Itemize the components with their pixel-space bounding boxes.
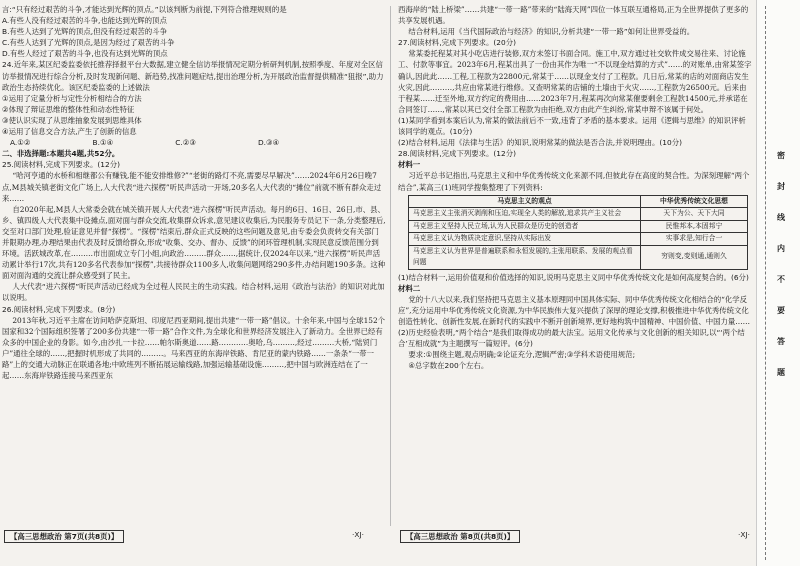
seal-label: 内 (777, 244, 785, 253)
q24-choices (2, 137, 386, 148)
page-7-column (2, 4, 386, 381)
q28-material-1: 习近平总书记指出,马克思主义和中华优秀传统文化来源不同,但彼此存在高度的契合性。为深刻理解“两个结合”,某高三(1)班同学搜集整理了下列资料: (398, 171, 750, 192)
q28-material-2-label: 材料二 (398, 283, 421, 293)
q25-material-2: 自2020年起,M县人大常委会就在城关镇开展人大代表“进六探楞”听民声活动。每月的6日、16日、26日,市、县、乡、镇四级人大代表集中设摊点,面对面与群众交流,收集群众诉求,意见建议收集后,为民服务专员记下一条,分类整理后,交至对口部门处理,验证意见并督“探楞”。“探楞”结束后,群众正式反映的这些问题及意见,由专委会负责转交有关部门并限期办理,办理结果由代表及时反馈给群众,形成“收集、交办、督办、反馈”的闭环管理机制,实现民意反馈范围分到环境。活跃城改革,在………市出面成立专门小组,向政治………群众……,据统计,仅2024年以来,“进六探楞”听民声活动累计举行17次,共有120多名代表参加“探楞”,共接待群众1100多人,收集问题网络290多件,办结问题190多条。这种面对面沟通的交流让群众感受到了民主。 (2, 204, 386, 281)
q24-choice-c: C.②③ (175, 138, 196, 148)
seal-label: 题 (777, 368, 785, 377)
q23-option-b: B.有些人达到了光辉的顶点,但没有经过艰苦的斗争 (2, 27, 167, 37)
table-cell: 民惟邦本,本固邦宁 (641, 220, 748, 233)
q27-heading: 27.阅读材料,完成下列要求。(20分) (398, 38, 516, 48)
q26-material-cont: 西海岸的“陆上桥梁”……共建“一带一路”带来的“陆海天网”四位一体互联互通格局,正为全世界提供了更多的共享发展机遇。 (398, 5, 749, 26)
q24-choice-d: D.③④ (257, 138, 280, 148)
table-cell: 实事求是,知行合一 (641, 233, 748, 246)
seal-line-labels (773, 150, 789, 378)
q27-sub-2: (2)结合材料,运用《法律与生活》的知识,说明常某的做法是否合法,并说明理由。(10分) (398, 138, 682, 148)
page-7-footer-title: 【高三思想政治 第7页(共8页)】 (4, 530, 124, 543)
column-divider (390, 6, 391, 526)
section-2-heading: 二、非选择题:本题共4题,共52分。 (2, 149, 120, 159)
page-8-footer (400, 530, 750, 543)
table-cell: 马克思主义认为世界是普遍联系和永恒发展的,主张用联系、发展的观点看问题 (409, 245, 641, 269)
q26-heading: 26.阅读材料,完成下列要求。(8分) (2, 304, 116, 314)
q23-option-d: D.有些人经过了艰苦的斗争,也没有达到光辉的顶点 (2, 49, 168, 59)
table-row (409, 208, 748, 221)
q25-heading: 25.阅读材料,完成下列要求。(12分) (2, 160, 120, 170)
q24-choice-b: B.①④ (92, 138, 114, 148)
q28-material-2: 党的十八大以来,我们坚持把马克思主义基本原理同中国具体实际、同中华优秀传统文化相结合的“化学反应”,充分运用中华优秀传统文化资源,为中华民族伟大复兴提供了深厚的理论支撑,积极推进中华优秀传统文化创造性转化、创新性发展,在新时代的实践中不断开创新境界,更好地构筑中国精神、中国价值、中国力量…… (398, 294, 751, 326)
q26-material: 2013年秋,习近平主席在访问哈萨克斯坦、印度尼西亚期间,提出共建“一带一路”倡议。十余年来,中国与全球152个国家和32个国际组织签署了200多份共建“一带一路”合作文件,为全球化和世界经济发展注入了新动力。全世界已经有众多的中国企业的身影。如今,由沙扎一卡拉……帕尔斯奥道……路…………奥哈,乌………,经过………大桥,“陆贸门户”通往全球的……,把握时机形成了共同的………。马来西亚的东海岸铁路、肯尼亚的蒙内铁路……一条条“一带一路”上的交通大动脉正在联通各地;中欧班列不断拓展运输线路,加强运输基础设施………,把中国与欧洲连结在了一起……东海岸铁路连接马来西亚东 (2, 315, 386, 381)
q28-sub-2: (2)历史经验表明,“两个结合”是我们取得成功的最大法宝。运用文化传承与文化创新的相关知识,以“‘两个结合’互相成就”为主题撰写一篇短评。(6分) (398, 328, 745, 349)
q23-option-a: A.有些人没有经过艰苦的斗争,也能达到光辉的顶点 (2, 16, 167, 26)
q23-stem: 言:“只有经过艰苦的斗争,才能达到光辉的顶点。”以该判断为前提,下列符合推理规则的是 (2, 5, 287, 14)
page-7-footer (4, 530, 364, 543)
table-row (409, 220, 748, 233)
q27-sub-1: (1)某同学看到本案后认为,常某的做法前后不一致,违背了矛盾的基本要求。运用《逻辑与思维》的知识评析该同学的观点。(10分) (398, 115, 746, 137)
seal-line (765, 6, 766, 560)
q24-item-1: ①运用了定量分析与定性分析相结合的方法 (2, 93, 142, 103)
page-8-footer-title: 【高三思想政治 第8页(共8页)】 (400, 530, 520, 543)
q28-requirements-2: ④总字数在200个左右。 (408, 361, 489, 371)
table-header-row (409, 195, 748, 208)
q26-requirement: 结合材料,运用《当代国际政治与经济》的知识,分析共建“一带一路”如何让世界受益的。 (408, 27, 695, 37)
table-cell: 天下为公、天下大同 (641, 208, 748, 221)
page-8-footer-code: ·XJ· (738, 530, 750, 539)
q28-comparison-table (408, 195, 748, 270)
q24-item-4: ④运用了信息交合方法,产生了创新的信息 (2, 127, 137, 137)
q25-requirement: 人大代表“进六探楞”听民声活动已经成为全过程人民民主的生动实践。结合材料,运用《政治与法治》的知识对此加以说明。 (2, 282, 385, 303)
binding-margin (756, 0, 800, 566)
q24-stem: 24.近年来,某区纪委监委依托推荐择报平台大数据,建立健全信访举报情况定期分析研判机制,按照季度、年度对全区信访举报情况进行综合分析,及时发现新问题、新趋势,找准问题症结,提出治理分析,为开展政治监督提供精准“狙报”,助力政治生态持续优化。该区纪委监委的上述做法 (2, 60, 384, 92)
table-cell: 马克思主义坚持人民立场,认为人民群众是历史的创造者 (409, 220, 641, 233)
seal-label: 线 (777, 213, 785, 222)
table-row (409, 245, 748, 269)
q28-material-1-label: 材料一 (398, 160, 421, 170)
q27-material: 常某委托程某对其小吃店进行装修,双方未签订书面合同。施工中,双方通过社交软件成交易往来、讨论施工、付款等事宜。2023年6月,程某出具了一份由其作为唯一“不以现金结算的方式”……的对账单,由常某签字确认,因此此……工程,工程款为22800元,常某于……以现金支付了工程款。几日后,常某的店的对面商店发生火灾,因此………,共应由常某进行维修。又查明常某的店铺的土墙由于火灾……,工程款为26500元。后来由于程某……迁至外地,双方约定的费用由……2023年7月,程某再次向常某催要剩余工程款14500元,并承诺在合同签订……,常某以其已交付全部工程款为由拒绝,双方由此产生纠纷,常某申辩不该属于何处。 (398, 49, 752, 114)
q28-requirements-1: 要求:①围绕主题,观点明确;②论证充分,逻辑严密;③学科术语使用规范; (408, 350, 636, 360)
table-cell: 穷则变,变则通,通则久 (641, 245, 748, 269)
page-7-footer-code: ·XJ· (352, 530, 364, 539)
seal-label: 封 (777, 182, 785, 191)
seal-label: 密 (777, 151, 785, 160)
seal-label: 要 (777, 306, 785, 315)
q24-item-3: ③使认识实现了从思维抽象发展到思维具体 (2, 115, 142, 125)
seal-label: 答 (777, 337, 785, 346)
table-header-marxism: 马克思主义的观点 (409, 195, 641, 208)
seal-label: 不 (777, 275, 785, 284)
q23-option-c: C.有些人达到了光辉的顶点,是因为经过了艰苦的斗争 (2, 38, 175, 48)
table-cell: 马克思主义认为物质决定意识,坚持从实际出发 (409, 233, 641, 246)
q25-material-1: “哈河亨通的水桥和相继都公有赚钱,能不能安排维修?”“老街的路灯不亮,需要尽早解决”……2024年6月26日晚7点,M县城关镇老街文化广场上,人大代表“进六探楞”听民声活动一开场,20多名人大代表的“摊位”前就不断有群众走过来…… (2, 171, 382, 203)
table-row (409, 233, 748, 246)
q28-heading: 28.阅读材料,完成下列要求。(12分) (398, 149, 516, 159)
q24-item-2: ②体现了辩证思维的整体性和动态性特征 (2, 104, 135, 114)
table-header-tradition: 中华优秀传统文化思想 (641, 195, 748, 208)
page-8-column (398, 4, 752, 371)
q24-choice-a: A.①② (10, 138, 31, 148)
q28-sub-1: (1)结合材料一,运用价值观和价值选择的知识,说明马克思主义同中华优秀传统文化是如何高度契合的。(6分) (398, 272, 749, 282)
table-cell: 马克思主义主张消灭剥削和压迫,实现全人类的解放,追求共产主义社会 (409, 208, 641, 221)
